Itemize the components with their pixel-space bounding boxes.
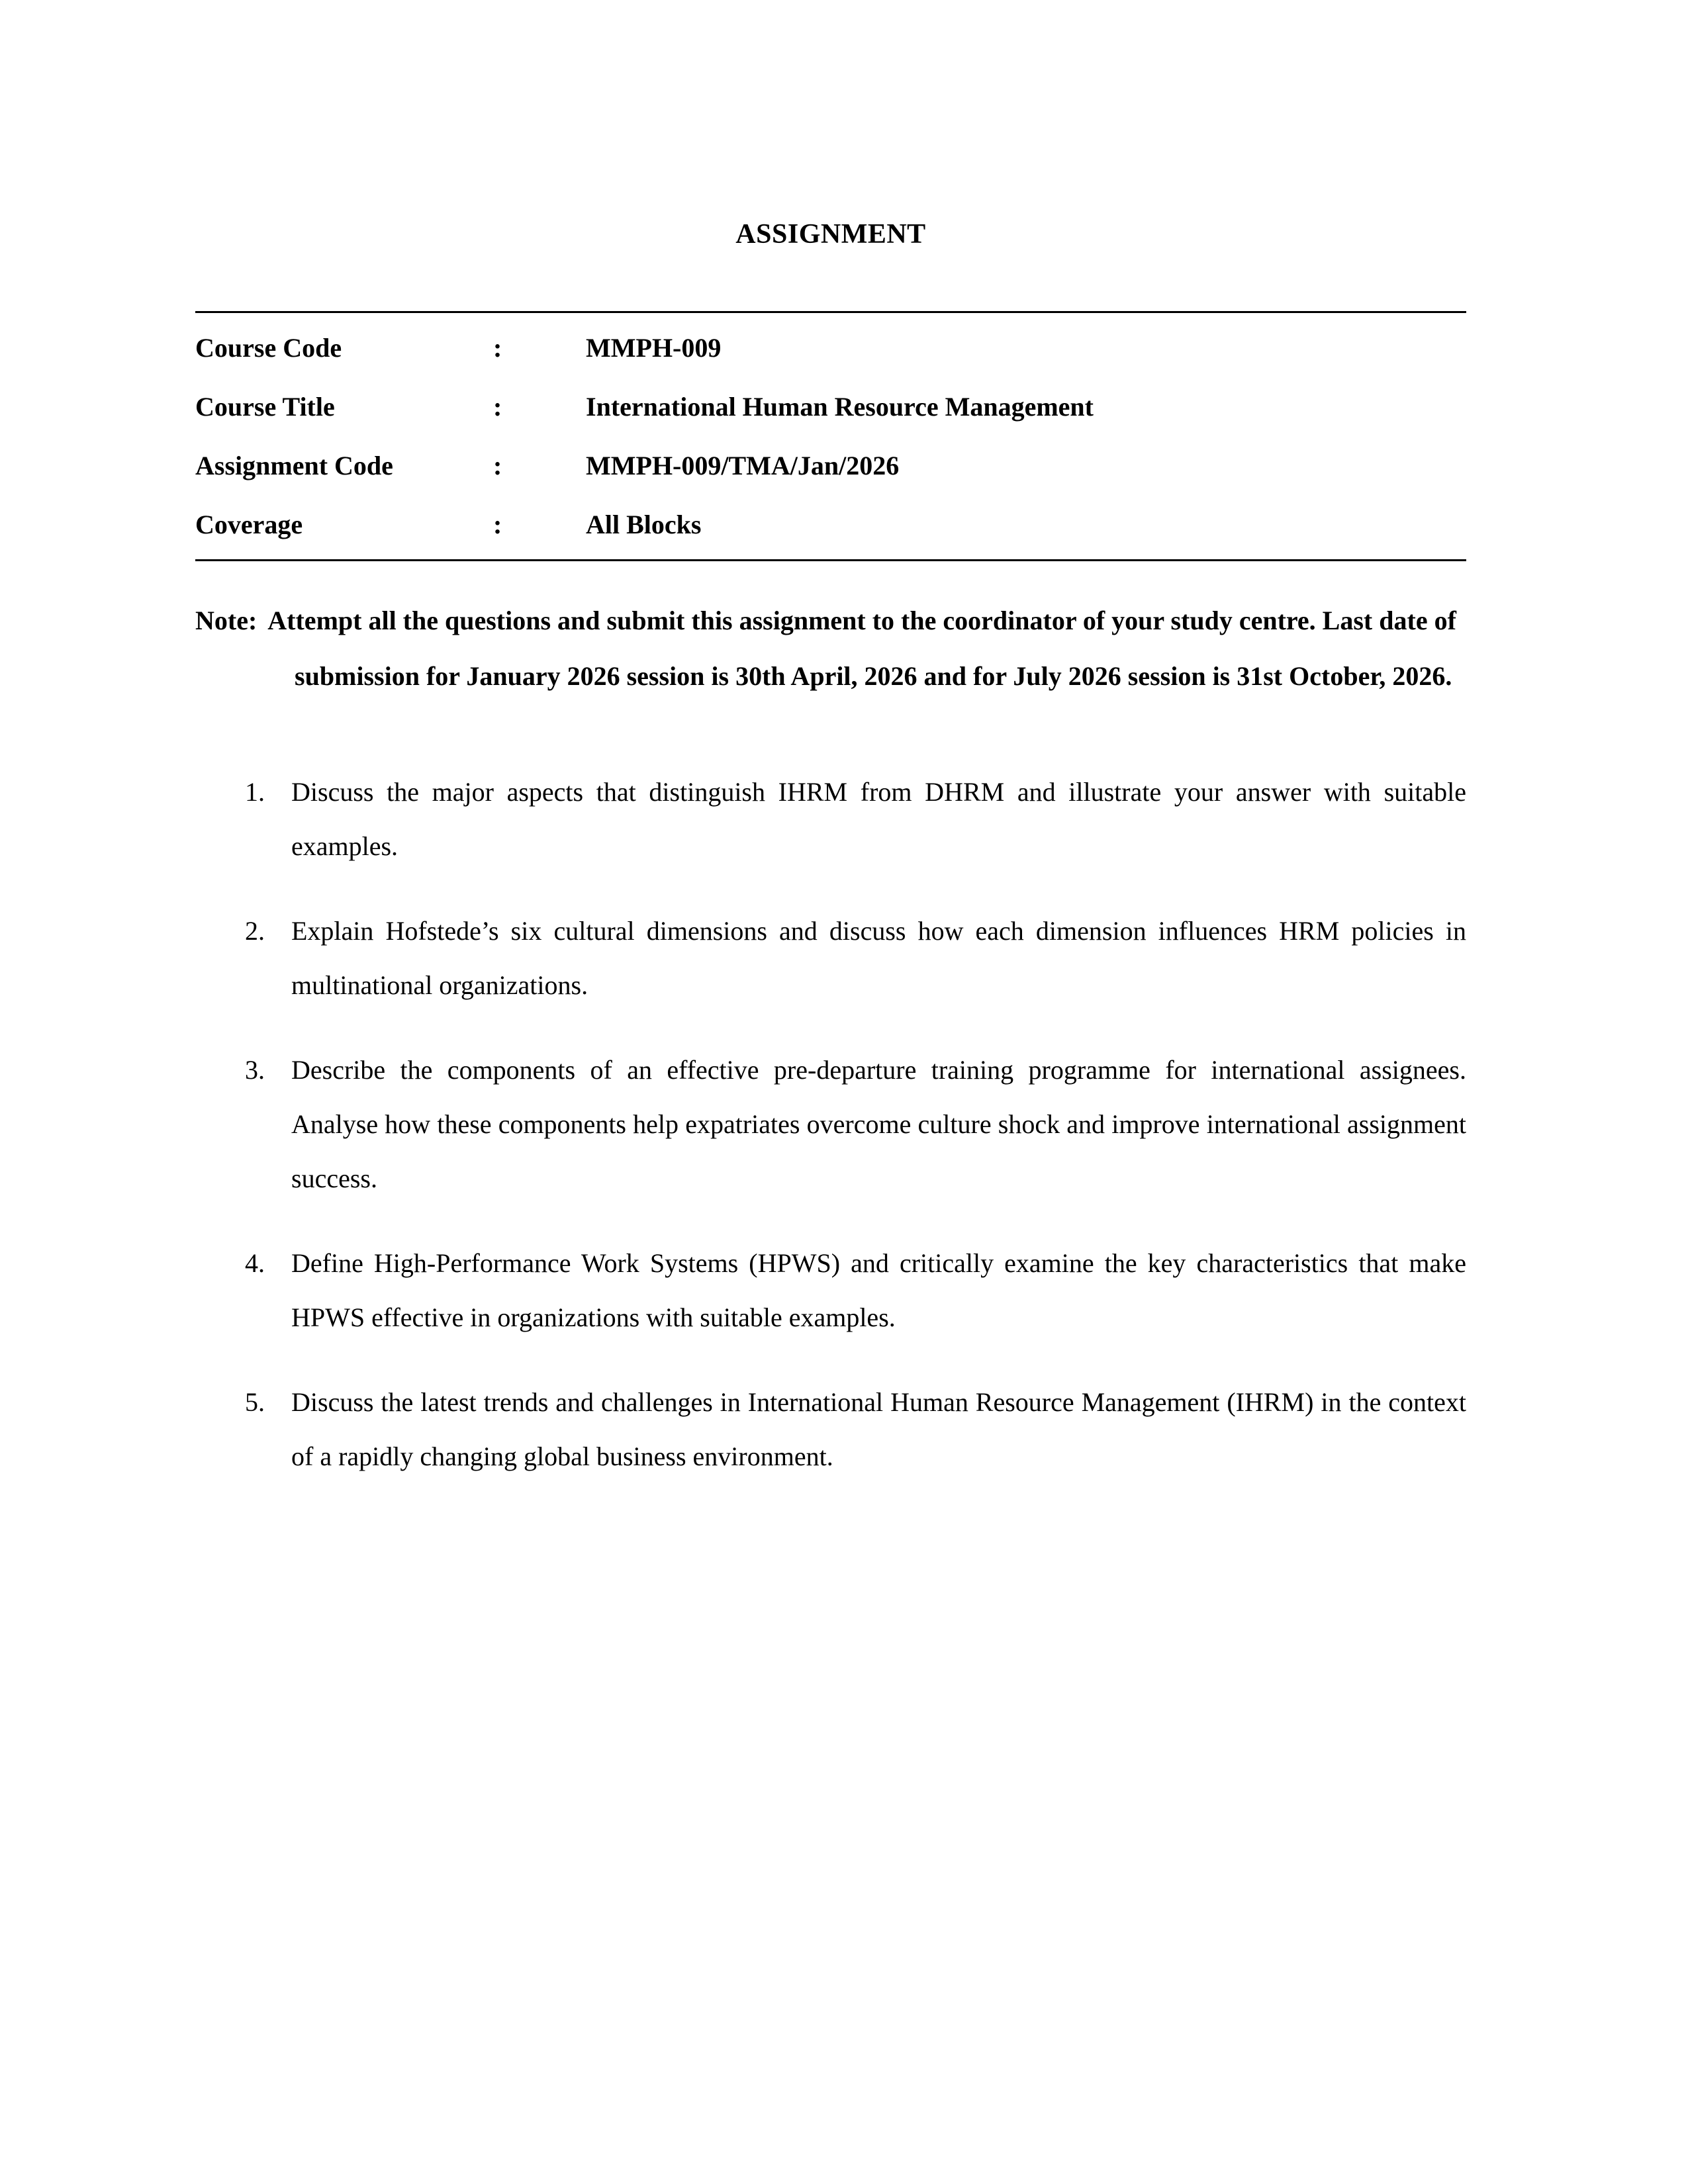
question-text: Define High-Performance Work Systems (HPWS) and critically examine the key characteristics that make HPWS effective in organizations with suitable examples.	[291, 1248, 1466, 1332]
course-info-colon: :	[493, 451, 502, 480]
course-info-colon: :	[493, 333, 502, 363]
course-info-value: MMPH-009	[586, 333, 722, 363]
note	[195, 593, 1466, 704]
course-info-label: Course Title	[195, 392, 335, 422]
course-info-label: Course Code	[195, 333, 342, 363]
course-info-row	[195, 377, 1466, 436]
question-number: 2.	[245, 916, 265, 946]
question-item	[195, 765, 1466, 874]
course-info-value: MMPH-009/TMA/Jan/2026	[586, 451, 900, 480]
question-number: 3.	[245, 1055, 265, 1085]
question-text: Describe the components of an effective pre-departure training programme for international assignees. Analyse how these components help expatriates overcome culture shock and improve international assignment success.	[291, 1055, 1466, 1193]
question-number: 1.	[245, 777, 265, 807]
question-text: Explain Hofstede’s six cultural dimensions and discuss how each dimension influences HRM policies in multinational organizations.	[291, 916, 1466, 1000]
question-number: 4.	[245, 1248, 265, 1278]
question-item	[195, 1043, 1466, 1206]
question-text: Discuss the major aspects that distinguish IHRM from DHRM and illustrate your answer with suitable examples.	[291, 777, 1466, 861]
course-info-label: Coverage	[195, 510, 303, 539]
course-info-value: All Blocks	[586, 510, 702, 539]
question-item	[195, 1236, 1466, 1345]
note-label: Note:	[195, 606, 258, 635]
course-info-row	[195, 495, 1466, 554]
page-title: ASSIGNMENT	[735, 219, 926, 250]
course-info-row	[195, 318, 1466, 377]
course-info-colon: :	[493, 392, 502, 422]
course-info-value: International Human Resource Management	[586, 392, 1094, 422]
course-info-row	[195, 436, 1466, 495]
question-number: 5.	[245, 1387, 265, 1417]
note-text: Attempt all the questions and submit this assignment to the coordinator of your study centre. Last date of submission for January 2026 session is 30th April, 2026 and for July 2026 session is 31st October, 2026.	[267, 606, 1456, 691]
course-info-table	[195, 311, 1466, 561]
question-item	[195, 904, 1466, 1013]
question-item	[195, 1375, 1466, 1484]
course-info-label: Assignment Code	[195, 451, 393, 480]
question-list	[195, 765, 1466, 1484]
question-text: Discuss the latest trends and challenges in International Human Resource Management (IHRM) in the context of a rapidly changing global business environment.	[291, 1387, 1466, 1471]
course-info-colon: :	[493, 510, 502, 539]
